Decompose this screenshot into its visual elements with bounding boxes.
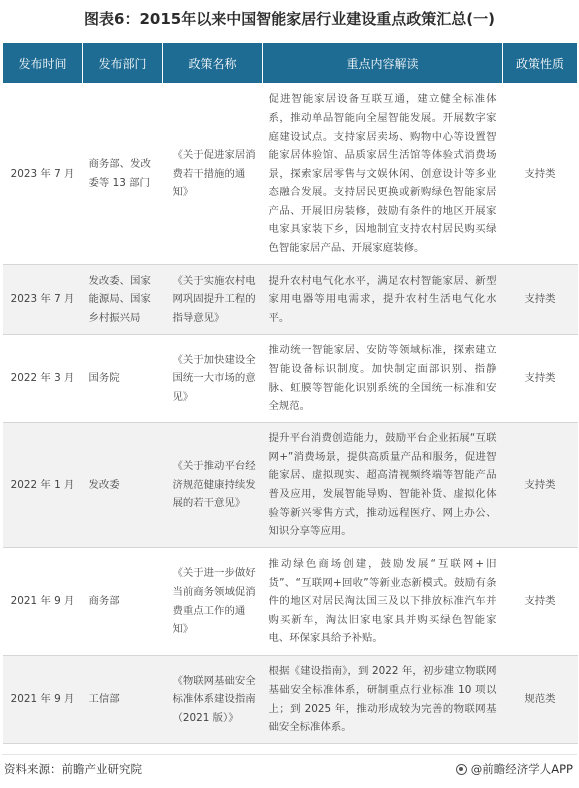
cell-dept: 工信部 xyxy=(83,656,163,744)
cell-dept: 商务部、发改委等 13 部门 xyxy=(83,84,163,265)
cell-dept: 商务部 xyxy=(83,548,163,656)
header-dept: 发布部门 xyxy=(83,43,163,84)
cell-content: 推动绿色商场创建，鼓励发展“互联网+旧货”、“互联网+回收”等新业态新模式。鼓励有条件的地区对居民淘汰国三及以下排放标准汽车并购买新车，淘汰旧家电家具并购买绿色智能家电、环保家具给予补贴。 xyxy=(263,548,503,656)
cell-date: 2021 年 9 月 xyxy=(3,656,83,744)
cell-date: 2021 年 9 月 xyxy=(3,548,83,656)
cell-policy: 《关于推动平台经济规范健康持续发展的若干意见》 xyxy=(163,423,263,548)
cell-policy: 《关于进一步做好当前商务领域促消费重点工作的通知》 xyxy=(163,548,263,656)
cell-date: 2023 年 7 月 xyxy=(3,265,83,335)
header-date: 发布时间 xyxy=(3,43,83,84)
cell-dept: 发改委、国家能源局、国家乡村振兴局 xyxy=(83,265,163,335)
cell-dept: 国务院 xyxy=(83,335,163,423)
table-row xyxy=(3,265,578,335)
cell-type: 规范类 xyxy=(503,656,578,744)
cell-content: 根据《建设指南》，到 2022 年，初步建立物联网基础安全标准体系，研制重点行业标准 10 项以上；到 2025 年，推动形成较为完善的物联网基础安全标准体系。 xyxy=(263,656,503,744)
cell-content: 促进智能家居设备互联互通，建立健全标准体系，推动单品智能向全屋智能发展。开展数字家庭建设试点。支持家居卖场、购物中心等设置智能家居体验馆、品质家居生活馆等体验式消费场景，探索家居零售与文娱休闲、创意设计等多业态融合发展。支持居民更换或新购绿色智能家居产品、开展旧房装修，鼓励有条件的地区开展家电家具家装下乡，因地制宜支持农村居民购买绿色智能家居产品、开展家庭装修。 xyxy=(263,84,503,265)
footer-divider xyxy=(2,754,577,755)
table-row xyxy=(3,423,578,548)
chart-title: 图表6：2015年以来中国智能家居行业建设重点政策汇总(一) xyxy=(84,10,495,28)
cell-date: 2022 年 3 月 xyxy=(3,335,83,423)
table-row xyxy=(3,335,578,423)
table-header-row xyxy=(3,43,578,84)
header-content: 重点内容解读 xyxy=(263,43,503,84)
cell-type: 支持类 xyxy=(503,265,578,335)
cell-policy: 《关于加快建设全国统一大市场的意见》 xyxy=(163,335,263,423)
policy-table xyxy=(2,42,578,744)
cell-type: 支持类 xyxy=(503,84,578,265)
cell-content: 提升农村电气化水平，满足农村智能家居、新型家用电器等用电需求，提升农村生活电气化水平。 xyxy=(263,265,503,335)
cell-type: 支持类 xyxy=(503,423,578,548)
cell-policy: 《关于实施农村电网巩固提升工程的指导意见》 xyxy=(163,265,263,335)
table-row xyxy=(3,656,578,744)
cell-policy: 《物联网基础安全标准体系建设指南（2021 版）》 xyxy=(163,656,263,744)
cell-date: 2023 年 7 月 xyxy=(3,84,83,265)
cell-date: 2022 年 1 月 xyxy=(3,423,83,548)
cell-type: 支持类 xyxy=(503,335,578,423)
cell-type: 支持类 xyxy=(503,548,578,656)
header-policy: 政策名称 xyxy=(163,43,263,84)
brand-label: @前瞻经济学人APP xyxy=(470,762,573,776)
qianzhan-logo-icon xyxy=(456,764,467,775)
table-row xyxy=(3,84,578,265)
cell-dept: 发改委 xyxy=(83,423,163,548)
table-row xyxy=(3,548,578,656)
header-type: 政策性质 xyxy=(503,43,578,84)
brand-credit xyxy=(456,761,573,777)
source-note: 资料来源：前瞻产业研究院 xyxy=(4,762,142,776)
cell-content: 提升平台消费创造能力，鼓励平台企业拓展“互联网+”消费场景，提供高质量产品和服务，促进智能家居、虚拟现实、超高清视频终端等智能产品普及应用，发展智能导购、智能补货、虚拟化体验等新兴零售方式，推动远程医疗、网上办公、知识分享等应用。 xyxy=(263,423,503,548)
cell-policy: 《关于促进家居消费若干措施的通知》 xyxy=(163,84,263,265)
cell-content: 推动统一智能家居、安防等领域标准，探索建立智能设备标识制度。加快制定面部识别、指静脉、虹膜等智能化识别系统的全国统一标准和安全规范。 xyxy=(263,335,503,423)
